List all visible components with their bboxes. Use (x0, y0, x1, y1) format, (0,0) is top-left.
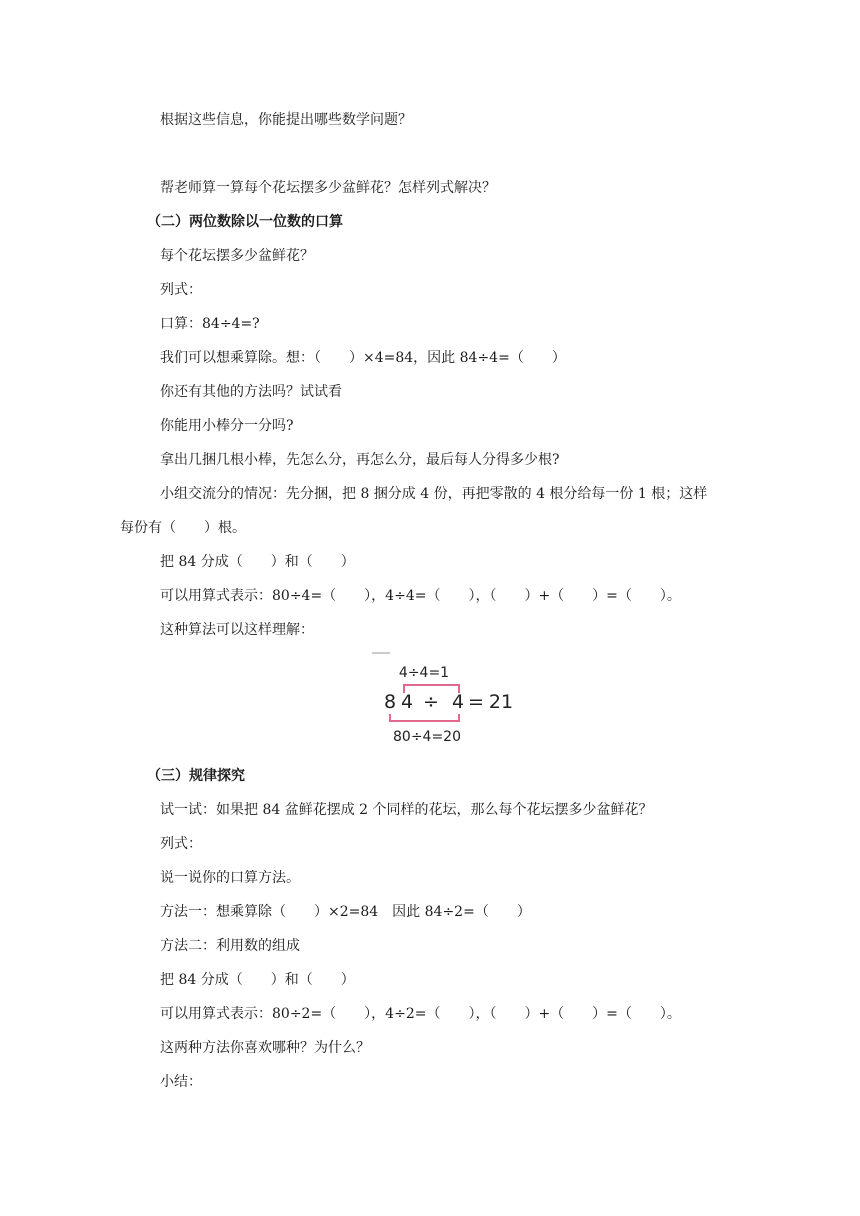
main-division-sign: ÷ (423, 691, 439, 713)
top-equation: 4÷4=1 (398, 665, 450, 681)
take-sticks-line: 拿出几捆几根小棒，先怎么分，再怎么分，最后每人分得多少根? (160, 452, 560, 468)
main-divisor: 4 (451, 691, 465, 713)
main-ones-digit: 4 (400, 691, 414, 713)
method-2-line: 方法二：利用数的组成 (160, 938, 300, 954)
help-teacher-question: 帮老师算一算每个花坛摆多少盆鲜花？怎样列式解决？ (160, 180, 496, 196)
summary-label: 小结： (160, 1074, 202, 1090)
prefer-method-line: 这两种方法你喜欢哪种？为什么？ (160, 1040, 370, 1056)
section-2-title: （二）两位数除以一位数的口算 (147, 214, 343, 230)
understand-line: 这种算法可以这样理解： (160, 622, 314, 638)
split-84-line-a: 把 84 分成（ ）和（ ） (160, 554, 355, 570)
split-84-line-b: 把 84 分成（ ）和（ ） (160, 972, 355, 988)
main-equals-sign: = (468, 691, 484, 713)
other-method-line: 你还有其他的方法吗？试试看 (160, 384, 342, 400)
main-result: 21 (488, 691, 514, 713)
think-multiplication-line: 我们可以想乘算除。想：（ ）×4=84，因此 84÷4=（ ） (160, 350, 566, 366)
oral-calc-line: 口算：84÷4=? (160, 316, 260, 332)
formula-label-2: 列式： (160, 836, 202, 852)
question-intro: 根据这些信息，你能提出哪些数学问题？ (160, 112, 412, 128)
each-bed-question: 每个花坛摆多少盆鲜花？ (160, 248, 314, 264)
formula-label-1: 列式： (160, 282, 202, 298)
method-1-line: 方法一：想乘算除（ ）×2=84 因此 84÷2=（ ） (160, 904, 531, 920)
main-tens-digit: 8 (383, 691, 397, 713)
expression-line-a: 可以用算式表示：80÷4=（ ），4÷4=（ ），（ ）+（ ）=（ ）。 (160, 588, 681, 604)
section-3-title: （三）规律探究 (147, 768, 245, 784)
division-diagram (368, 650, 528, 746)
group-share-line-1: 小组交流分的情况：先分捆，把 8 捆分成 4 份，再把零散的 4 根分给每一份 1 根；这样 (160, 486, 708, 502)
expression-line-b: 可以用算式表示：80÷2=（ ），4÷2=（ ），（ ）+（ ）=（ ）。 (160, 1006, 681, 1022)
use-sticks-line: 你能用小棒分一分吗? (160, 418, 294, 434)
try-it-line: 试一试：如果把 84 盆鲜花摆成 2 个同样的花坛，那么每个花坛摆多少盆鲜花？ (160, 802, 653, 818)
bottom-bracket (390, 714, 459, 721)
bottom-equation: 80÷4=20 (393, 729, 461, 745)
say-method-line: 说一说你的口算方法。 (160, 870, 300, 886)
group-share-line-2: 每份有（ ）根。 (120, 520, 246, 536)
